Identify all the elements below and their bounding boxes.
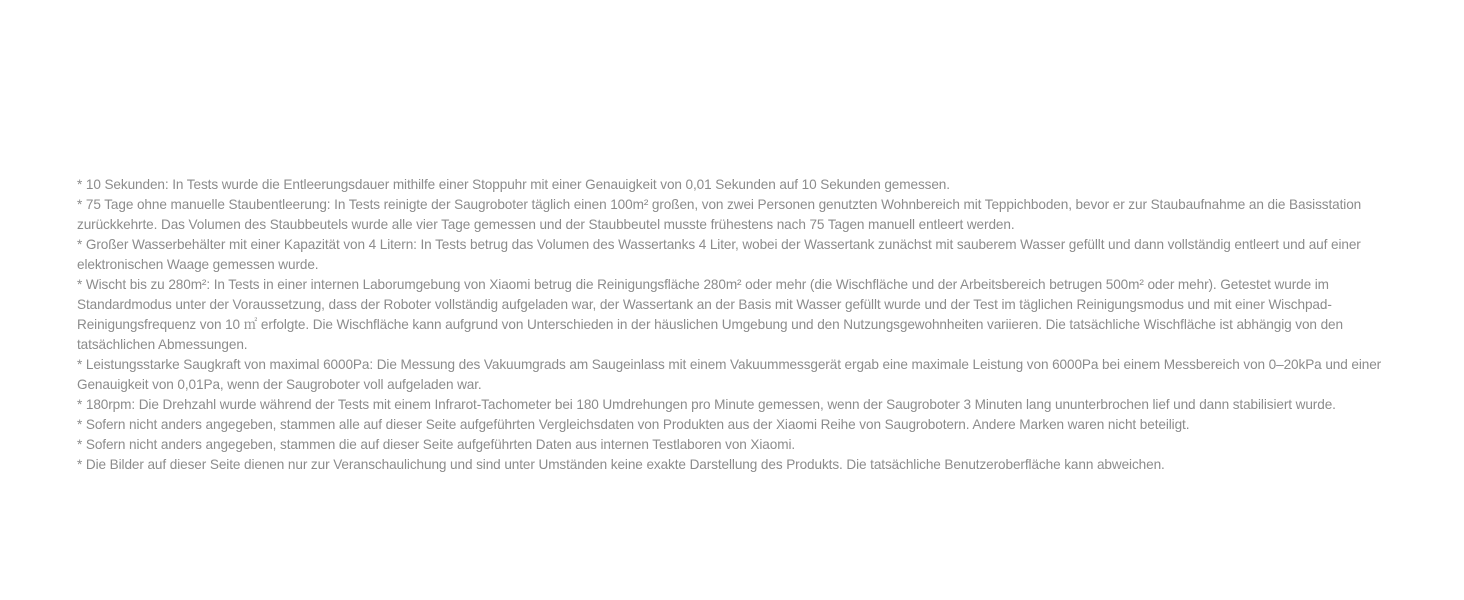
footnote-suction-power: * Leistungsstarke Saugkraft von maximal 6000Pa: Die Messung des Vakuumgrads am Saugeinlass mit einem Vakuummessgerät ergab eine maximale Leistung von 6000Pa bei einem Messbereich von 0–20kPa und einer Genauigkeit von 0,01Pa, wenn der Saugroboter voll aufgeladen war. <box>77 357 1382 392</box>
footnote-rpm: * 180rpm: Die Drehzahl wurde während der Tests mit einem Infrarot-Tachometer bei 180 Umdrehungen pro Minute gemessen, wenn der Saugroboter 3 Minuten lang ununterbrochen lief und dann stabilisiert wurde. <box>77 397 1336 412</box>
footnote-emptying-time: * 10 Sekunden: In Tests wurde die Entleerungsdauer mithilfe einer Stoppuhr mit einer Genauigkeit von 0,01 Sekunden auf 10 Sekunden gemessen. <box>77 177 950 192</box>
footnote-water-tank: * Großer Wasserbehälter mit einer Kapazität von 4 Litern: In Tests betrug das Volumen des Wassertanks 4 Liter, wobei der Wassertank zunächst mit sauberem Wasser gefüllt und dann vollständig entleert und auf einer elektronischen Waage gemessen wurde. <box>77 237 1361 272</box>
footnote-mopping-area: * Wischt bis zu 280m²: In Tests in einer internen Laborumgebung von Xiaomi betrug die Reinigungsfläche 280m² oder mehr (die Wischfläche und der Arbeitsbereich betrugen 500m² oder mehr). Getestet wurde im Standardmodus unter der Voraussetzung, dass der Roboter vollständig aufgeladen war, der Wassertank an der Basis mit Wasser gefüllt wurde und der Test im täglichen Reinigungsmodus und mit einer Wischpad-Reinigungsfrequenz von 10 ㎡ erfolgte. Die Wischfläche kann aufgrund von Unterschieden in der häuslichen Umgebung und den Nutzungsgewohnheiten variieren. Die tatsächliche Wischfläche ist abhängig von den tatsächlichen Abmessungen. <box>77 277 1343 352</box>
footnote-comparison-data: * Sofern nicht anders angegeben, stammen alle auf dieser Seite aufgeführten Vergleichsdaten von Produkten aus der Xiaomi Reihe von Saugrobotern. Andere Marken waren nicht beteiligt. <box>77 417 1190 432</box>
footnote-75-days: * 75 Tage ohne manuelle Staubentleerung: In Tests reinigte der Saugroboter täglich einen 100m² großen, von zwei Personen genutzten Wohnbereich mit Teppichboden, bevor er zur Staubaufnahme an die Basisstation zurückkehrte. Das Volumen des Staubbeutels wurde alle vier Tage gemessen und der Staubbeutel musste frühestens nach 75 Tagen manuell entleert werden. <box>77 197 1362 232</box>
footnote-images-disclaimer: * Die Bilder auf dieser Seite dienen nur zur Veranschaulichung und sind unter Umständen keine exakte Darstellung des Produkts. Die tatsächliche Benutzeroberfläche kann abweichen. <box>77 457 1165 472</box>
footnotes-section <box>77 175 1393 475</box>
footnote-internal-labs: * Sofern nicht anders angegeben, stammen die auf dieser Seite aufgeführten Daten aus internen Testlaboren von Xiaomi. <box>77 437 796 452</box>
